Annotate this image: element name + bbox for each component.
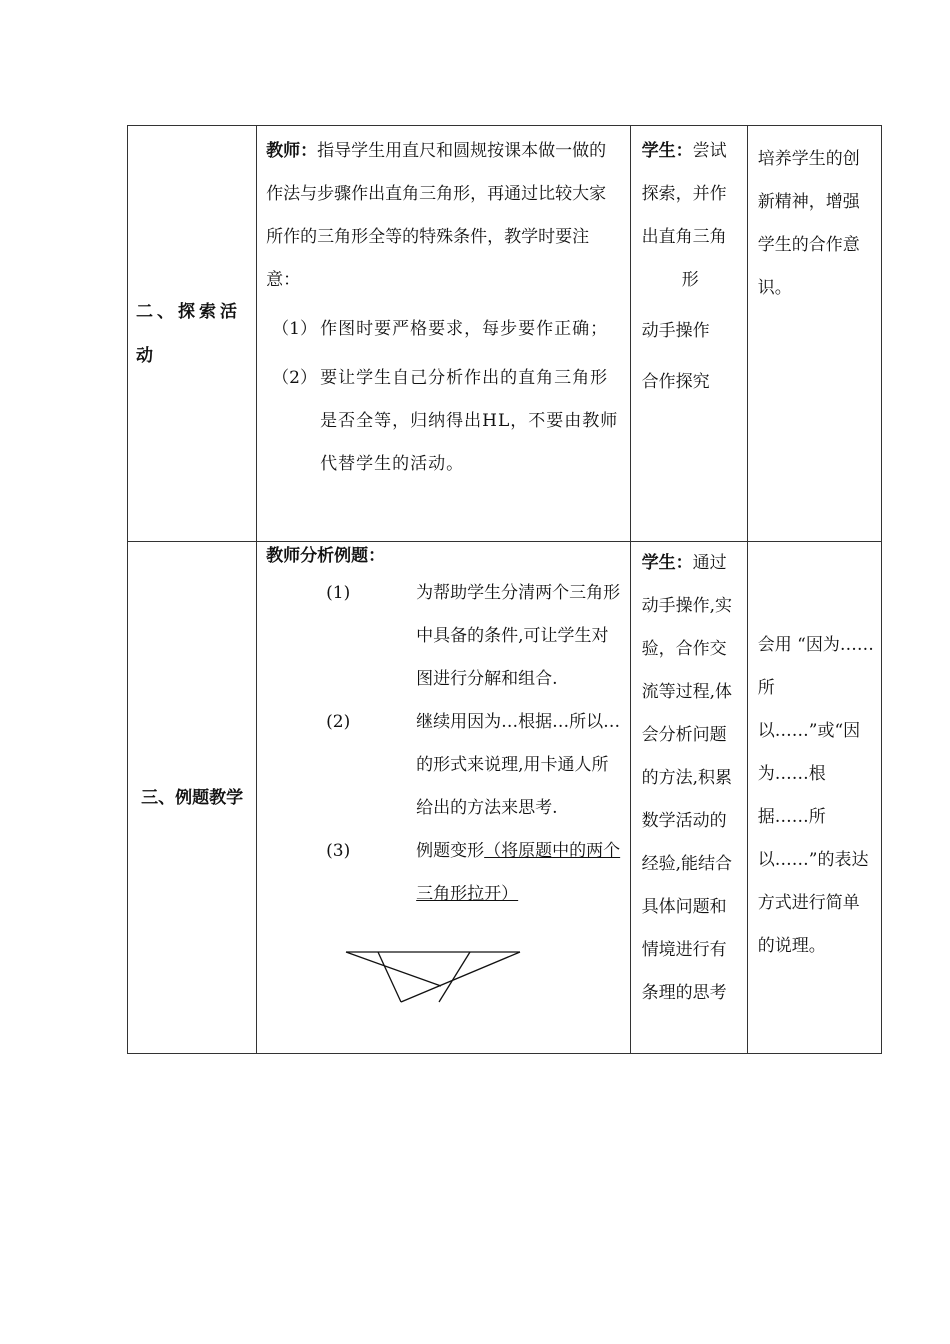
lesson-plan-table: [127, 125, 882, 1054]
student-text: 尝试探索，并作出直角三角: [641, 141, 727, 247]
teacher-activity-cell: [257, 126, 630, 542]
triangle-figure: [336, 946, 526, 1006]
purpose-cell: 培养学生的创新精神，增强学生的合作意识。: [747, 126, 881, 542]
item-number: (3): [326, 841, 351, 861]
student-text-a: [642, 130, 739, 259]
teacher-intro-text: 指导学生用直尺和圆规按课本做一做的作法与步骤作出直角三角形，再通过比较大家所作的三角形全等的特殊条件，教学时要注意：: [266, 141, 607, 290]
student-line: 合作探究: [641, 372, 710, 392]
student-text: 通过动手操作,实验，合作交流等过程,体会分析问题的方法,积累数学活动的经验,能结合具体问题和情境进行有条理的思考: [641, 553, 733, 1003]
teacher-label: 教师：: [266, 141, 318, 161]
stage-cell: 三、例题教学: [128, 542, 257, 1054]
list-item: [266, 830, 621, 916]
student-line: 动手操作: [641, 321, 710, 341]
table-row: [128, 126, 882, 542]
item-text: 为帮助学生分清两个三角形中具备的条件,可让学生对图进行分解和组合.: [416, 583, 621, 689]
teacher-activity-cell: [257, 542, 630, 1054]
item-number: (2): [326, 712, 351, 732]
item-number: （1）: [272, 319, 317, 339]
figure-edge: [378, 952, 401, 1002]
figure-edge: [346, 952, 441, 986]
item-text-plain: 例题变形: [416, 841, 485, 861]
item-text: 要让学生自己分析作出的直角三角形是否全等，归纳得出HL，不要由教师代替学生的活动。: [320, 368, 619, 474]
student-activity-cell: [630, 542, 747, 1054]
figure-edge: [439, 952, 470, 1002]
stage-cell: 二、探索活动: [128, 126, 257, 542]
list-item: [266, 572, 621, 701]
item-text-underlined: （将原题中的两个三角形拉开）: [416, 841, 621, 904]
item-text: 继续用因为…根据…所以…的形式来说理,用卡通人所给出的方法来思考.: [416, 712, 621, 818]
list-item: [266, 701, 621, 830]
item-number: （2）: [272, 368, 317, 388]
list-item: [266, 357, 621, 486]
student-activity-cell: [630, 126, 747, 542]
table-row: [128, 542, 882, 1054]
student-label: 学生：: [641, 553, 693, 573]
student-label: 学生：: [641, 141, 693, 161]
teacher-label: 教师分析例题：: [266, 546, 386, 566]
item-text: 作图时要严格要求，每步要作正确；: [320, 319, 609, 339]
purpose-cell: 会用 “因为……所以……”或“因为……根据……所以……”的表达方式进行简单的说理。: [747, 542, 881, 1054]
student-text-b: 形: [681, 270, 699, 290]
list-item: [266, 308, 621, 351]
teacher-intro: [266, 130, 621, 302]
item-text: [416, 830, 621, 916]
item-number: (1): [326, 583, 351, 603]
figure-edge: [401, 952, 520, 1002]
